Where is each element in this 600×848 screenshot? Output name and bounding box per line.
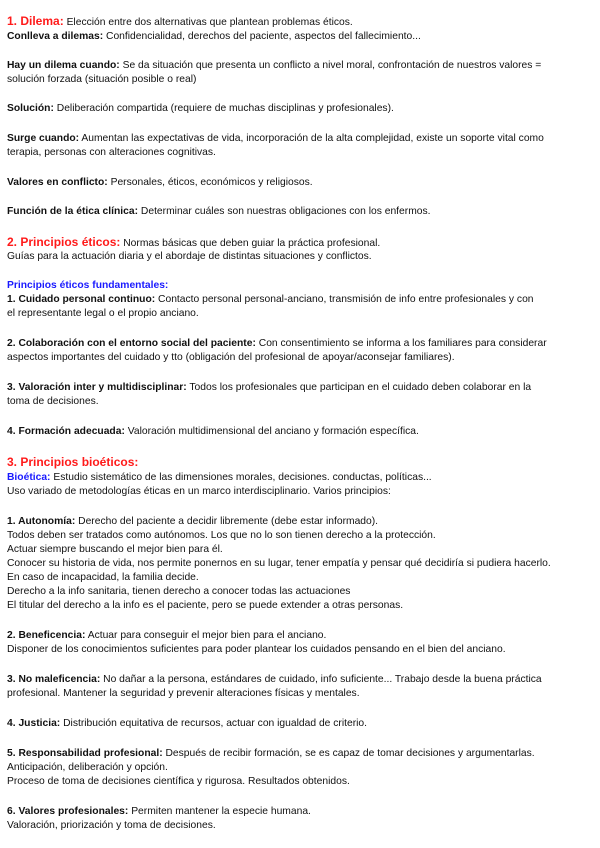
bioetica-line [7,471,432,485]
bioeticos-heading-line [7,455,138,471]
etico-item-4-label: 4. Formación adecuada: [7,426,125,437]
bio-item-1-label: 1. Autonomía: [7,516,76,527]
etico-item-1-line-2: el representante legal o el propio anciano. [7,308,199,319]
bio-item-3-line-2: profesional. Mantener la seguridad y prevenir alteraciones físicas y mentales. [7,688,360,699]
surge-label: Surge cuando: [7,133,80,144]
principios-eticos-line-2: Guías para la actuación diaria y el abordaje de distintas situaciones y conflictos. [7,251,372,262]
principios-eticos-heading-line [7,235,380,251]
bioetica-line-2: Uso variado de metodologías éticas en un marco interdisciplinario. Varios principios: [7,486,391,497]
bio-item-1-line-6: Derecho a la info sanitaria, tienen derecho a conocer todas las actuaciones [7,586,351,597]
bio-item-4-label: 4. Justicia: [7,718,61,729]
surge-line-2: terapia, personas con alteraciones cognitivas. [7,147,216,158]
surge-line [7,132,544,146]
dilema-heading-line [7,14,353,30]
etico-item-2-label: 2. Colaboración con el entorno social del paciente: [7,338,256,349]
bio-item-1-line-3: Actuar siempre buscando el mejor bien para él. [7,544,223,555]
valores-text: Personales, éticos, económicos y religiosos. [107,177,313,188]
solucion-line [7,102,394,116]
hay-dilema-line [7,59,541,73]
hay-dilema-line-2: solución forzada (situación posible o real) [7,74,197,85]
bio-item-1-line-7: El titular del derecho a la info es el paciente, pero se puede extender a otras personas. [7,600,404,611]
etico-item-3-label: 3. Valoración inter y multidisciplinar: [7,382,187,393]
bio-item-1-text: Derecho del paciente a decidir libremente (debe estar informado). [75,516,379,527]
bio-item-6-line-2: Valoración, priorización y toma de decisiones. [7,820,216,831]
bio-item-4-text: Distribución equitativa de recursos, actuar con igualdad de criterio. [60,718,368,729]
solucion-text: Deliberación compartida (requiere de muchas disciplinas y profesionales). [53,103,394,114]
dilema-heading-text: Elección entre dos alternativas que plantean problemas éticos. [63,17,353,28]
funcion-text: Determinar cuáles son nuestras obligaciones con los enfermos. [138,206,431,217]
etico-item-2-line-2: aspectos importantes del cuidado y tto (obligación del profesional de apoyar/aconsejar familiares). [7,352,455,363]
bioetica-label: Bioética: [7,472,51,483]
hay-dilema-label: Hay un dilema cuando: [7,60,120,71]
bio-item-5-text: Después de recibir formación, se es capaz de tomar decisiones y argumentarlas. [162,748,535,759]
etico-item-2 [7,337,547,351]
bio-item-1-line-4: Conocer su historia de vida, nos permite ponernos en su lugar, tener empatía y pensar qué decidiría si pudiera hacerlo. [7,558,551,569]
bio-item-5-label: 5. Responsabilidad profesional: [7,748,163,759]
fundamentales-heading: Principios éticos fundamentales: [7,280,169,291]
bio-item-1 [7,515,378,529]
hay-dilema-text: Se da situación que presenta un conflicto a nivel moral, confrontación de nuestros valores = [119,60,542,71]
surge-text: Aumentan las expectativas de vida, incorporación de la alta complejidad, existe un soporte vital como [79,133,544,144]
bioeticos-heading: 3. Principios bioéticos: [7,455,139,469]
principios-eticos-heading-text: Normas básicas que deben guiar la práctica profesional. [120,238,381,249]
bio-item-5-line-2: Anticipación, deliberación y opción. [7,762,168,773]
conlleva-line [7,30,421,44]
bio-item-3-label: 3. No maleficencia: [7,674,101,685]
etico-item-1-text: Contacto personal personal-anciano, transmisión de info entre profesionales y con [155,294,534,305]
bio-item-5-line-3: Proceso de toma de decisiones científica y rigurosa. Resultados obtenidos. [7,776,350,787]
principios-eticos-heading: 2. Principios éticos: [7,235,121,249]
bio-item-2 [7,629,326,643]
bioetica-text: Estudio sistemático de las dimensiones morales, decisiones. conductas, políticas... [50,472,432,483]
bio-item-2-text: Actuar para conseguir el mejor bien para el anciano. [85,630,327,641]
etico-item-1 [7,293,534,307]
etico-item-3 [7,381,531,395]
bio-item-4 [7,717,367,731]
bio-item-3 [7,673,542,687]
funcion-label: Función de la ética clínica: [7,206,139,217]
bio-item-2-label: 2. Beneficencia: [7,630,86,641]
etico-item-4 [7,425,419,439]
valores-line [7,176,313,190]
bio-item-3-text: No dañar a la persona, estándares de cuidado, info suficiente... Trabajo desde la buena práctica [100,674,542,685]
dilema-heading: 1. Dilema: [7,14,64,28]
valores-label: Valores en conflicto: [7,177,108,188]
conlleva-text: Confidencialidad, derechos del paciente, aspectos del fallecimiento... [103,31,421,42]
funcion-line [7,205,431,219]
bio-item-1-line-2: Todos deben ser tratados como autónomos. Los que no lo son tienen derecho a la protección. [7,530,436,541]
bio-item-1-line-5: En caso de incapacidad, la familia decide. [7,572,199,583]
bio-item-6 [7,805,311,819]
bio-item-5 [7,747,535,761]
bio-item-2-line-2: Disponer de los conocimientos suficientes para poder plantear los cuidados pensando en el bien del anciano. [7,644,506,655]
etico-item-4-text: Valoración multidimensional del anciano y formación específica. [124,426,419,437]
solucion-label: Solución: [7,103,54,114]
etico-item-2-text: Con consentimiento se informa a los familiares para considerar [255,338,547,349]
etico-item-3-text: Todos los profesionales que participan en el cuidado deben colaborar en la [186,382,532,393]
etico-item-1-label: 1. Cuidado personal continuo: [7,294,156,305]
conlleva-label: Conlleva a dilemas: [7,31,104,42]
etico-item-3-line-2: toma de decisiones. [7,396,99,407]
bio-item-6-text: Permiten mantener la especie humana. [128,806,311,817]
bio-item-6-label: 6. Valores profesionales: [7,806,129,817]
